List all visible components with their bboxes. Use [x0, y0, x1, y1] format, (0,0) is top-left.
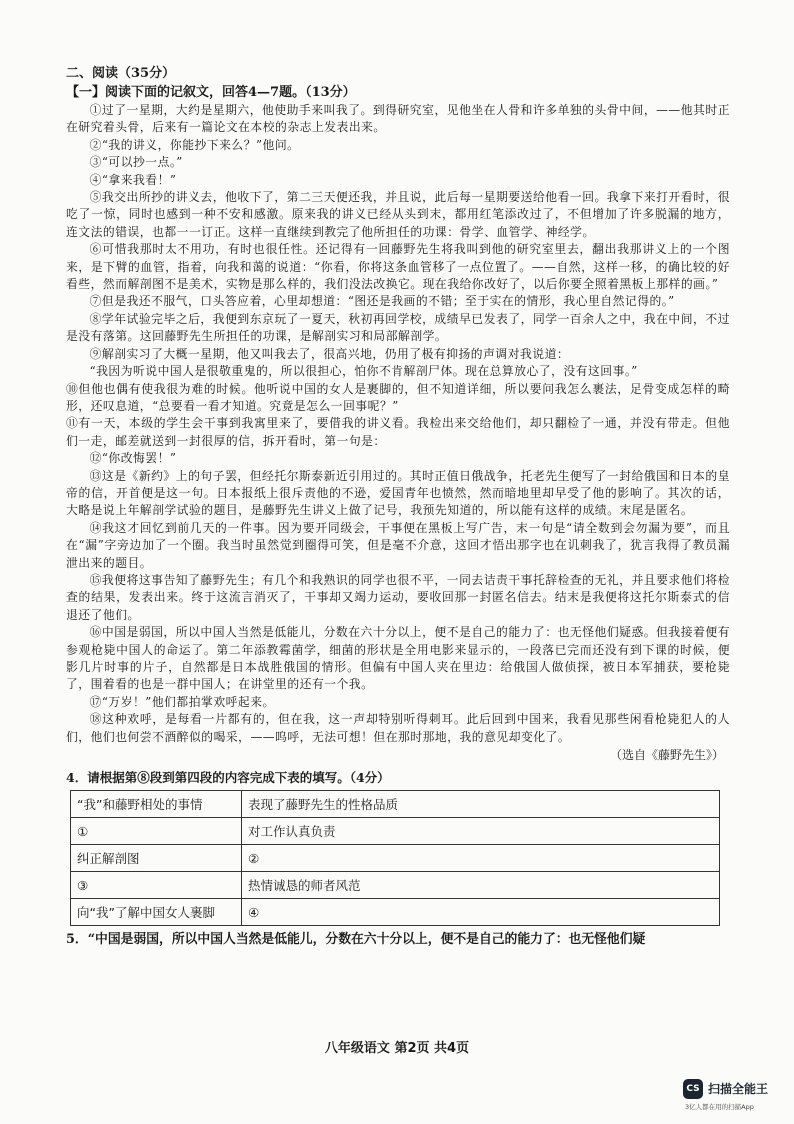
- paragraph-17: ⑰“万岁！”他们都拍掌欢呼起来。: [89, 694, 275, 709]
- paragraph-9-quote: “我因为听说中国人是很敬重鬼的，所以很担心，怕你不肯解剖尸体。现在总算放心了，没有这回事。”: [89, 364, 638, 379]
- question-5-text: 5．“中国是弱国，所以中国人当然是低能儿，分数在六十分以上，便不是自己的能力了：也无怪他们疑: [66, 932, 646, 948]
- passage-source: （选自《藤野先生》）: [609, 748, 724, 763]
- table-cell: ④: [242, 899, 720, 926]
- table-row: [71, 899, 720, 926]
- camscanner-logo-icon: CS: [683, 1079, 703, 1099]
- paragraph-8: ⑧学年试验完毕之后，我便到东京玩了一夏天，秋初再回学校，成绩早已发表了，同学一百余人之中，我在中间，不过是没有落第。这回藤野先生所担任的功课，是解剖实习和局部解剖学。: [66, 311, 730, 344]
- question-4-table: [70, 790, 720, 926]
- passage: [66, 102, 730, 746]
- paragraph-15: ⑮我便将这事告知了藤野先生；有几个和我熟识的同学也很不平，一同去诘责干事托辞检查的无礼，并且要求他们将检查的结果，发表出来。终于这流言消灭了，干事却又竭力运动，要收回那一封匿名信去。结末是我便将这托尔斯泰式的信退还了他们。: [66, 572, 730, 622]
- table-cell: 对工作认真负责: [242, 818, 720, 845]
- paragraph-9: ⑨解剖实习了大概一星期，他又叫我去了，很高兴地，仍用了极有抑扬的声调对我说道：: [89, 346, 570, 361]
- table-cell: 向“我”了解中国女人裹脚: [71, 899, 242, 926]
- scanner-watermark: [683, 1077, 789, 1117]
- paragraph-3: ③“可以抄一点。”: [89, 155, 183, 170]
- paragraph-2: ②“我的讲义，你能抄下来么？”他问。: [89, 137, 300, 152]
- page-footer: 八年级语文 第2页 共4页: [324, 1041, 470, 1056]
- paragraph-16: ⑯中国是弱国，所以中国人当然是低能儿，分数在六十分以上，便不是自己的能力了：也无怪他们疑惑。但我接着便有参观枪毙中国人的命运了。第二年添教霉菌学，细菌的形状是全用电影来显示的，一段落已完而还没有到下课的时候，便影几片时事的片子，自然都是日本战胜俄国的情形。但偏有中国人夹在里边：给俄国人做侦探，被日本军捕获，要枪毙了，围着看的也是一群中国人；在讲堂里的还有一个我。: [66, 625, 730, 692]
- paragraph-18: ⑱这种欢呼，是每看一片都有的，但在我，这一声却特别听得刺耳。此后回到中国来，我看见那些闲看枪毙犯人的人们，他们也何尝不酒醉似的喝采，——呜呼，无法可想！但在那时那地，我的意见却变化了。: [66, 712, 730, 744]
- question-4-title: 4．请根据第⑧段到第四段的内容完成下表的填写。（4分）: [66, 770, 390, 786]
- watermark-app-name: 扫描全能王: [708, 1082, 769, 1096]
- table-row: [71, 818, 720, 845]
- table-cell: ③: [71, 872, 242, 899]
- table-cell: 热情诚恳的师者风范: [242, 872, 720, 899]
- table-cell: 纠正解剖图: [71, 845, 242, 872]
- section-title: 二、阅读（35分）: [66, 66, 176, 81]
- table-row: [71, 872, 720, 899]
- paragraph-1: ①过了一星期，大约是星期六，他使助手来叫我了。到得研究室，见他坐在人骨和许多单独的头骨中间，——他其时正在研究着头骨，后来有一篇论文在本校的杂志上发表出来。: [66, 103, 730, 135]
- paragraph-4: ④“拿来我看！”: [89, 172, 177, 187]
- paragraph-12: ⑫“你改悔罢！”: [89, 451, 177, 466]
- paragraph-7: ⑦但是我还不服气，口头答应着，心里却想道：“图还是我画的不错；至于实在的情形，我心里自然记得的。”: [89, 294, 675, 309]
- paragraph-14: ⑭我这才回忆到前几天的一件事。因为要开同级会，干事便在黑板上写广告，末一句是“请全数到会勿漏为要”，而且在“漏”字旁边加了一个圈。我当时虽然觉到圈得可笑，但是毫不介意，这回才悟出那字也在讥刺我了，犹言我得了教员漏泄出来的题目。: [66, 520, 730, 570]
- table-cell: ①: [71, 818, 242, 845]
- exam-page: [66, 64, 730, 950]
- passage-instructions: 【一】阅读下面的记叙文，回答4—7题。（13分）: [66, 85, 356, 100]
- table-cell: ②: [242, 845, 720, 872]
- table-header-cell: 表现了藤野先生的性格品质: [242, 791, 720, 818]
- table-row: [71, 845, 720, 872]
- table-header-row: [71, 791, 720, 818]
- paragraph-10: ⑩但他也偶有使我很为难的时候。他听说中国的女人是裹脚的，但不知道详细，所以要问我怎么裹法，足骨变成怎样的畸形，还叹息道，“总要看一看才知道。究竟是怎么一回事呢？”: [66, 381, 730, 413]
- watermark-tagline: 3亿人都在用的扫描App: [685, 1103, 754, 1111]
- paragraph-5: ⑤我交出所抄的讲义去，他收下了，第二三天便还我，并且说，此后每一星期要送给他看一回。我拿下来打开看时，很吃了一惊，同时也感到一种不安和感激。原来我的讲义已经从头到末，都用红笔添改过了，不但增加了许多脱漏的地方，连文法的错误，也都一一订正。这样一直继续到教完了他所担任的功课：骨学、血管学、神经学。: [66, 190, 730, 239]
- paragraph-11: ⑪有一天，本级的学生会干事到我寓里来了，要借我的讲义看。我检出来交给他们，却只翻检了一通，并没有带走。但他们一走，邮差就送到一封很厚的信，拆开看时，第一句是：: [66, 416, 730, 448]
- paragraph-13: ⑬这是《新约》上的句子罢，但经托尔斯泰新近引用过的。其时正值日俄战争，托老先生便写了一封给俄国和日本的皇帝的信，开首便是这一句。日本报纸上很斥责他的不逊，爱国青年也愤然，然而暗地里却早受了他的影响了。其次的话，大略是说上年解剖学试验的题目，是藤野先生讲义上做了记号，我预先知道的，所以能有这样的成绩。末尾是匿名。: [66, 468, 730, 518]
- paragraph-6: ⑥可惜我那时太不用功，有时也很任性。还记得有一回藤野先生将我叫到他的研究室里去，翻出我那讲义上的一个图来，是下臂的血管，指着，向我和蔼的说道：“你看，你将这条血管移了一点位置了。——自然，这样一移，的确比较的好看些，然而解剖图不是美术，实物是那么样的，我们没法改换它。现在我给你改好了，以后你要全照着黑板上那样的画。”: [66, 242, 730, 292]
- table-header-cell: “我”和藤野相处的事情: [71, 791, 242, 818]
